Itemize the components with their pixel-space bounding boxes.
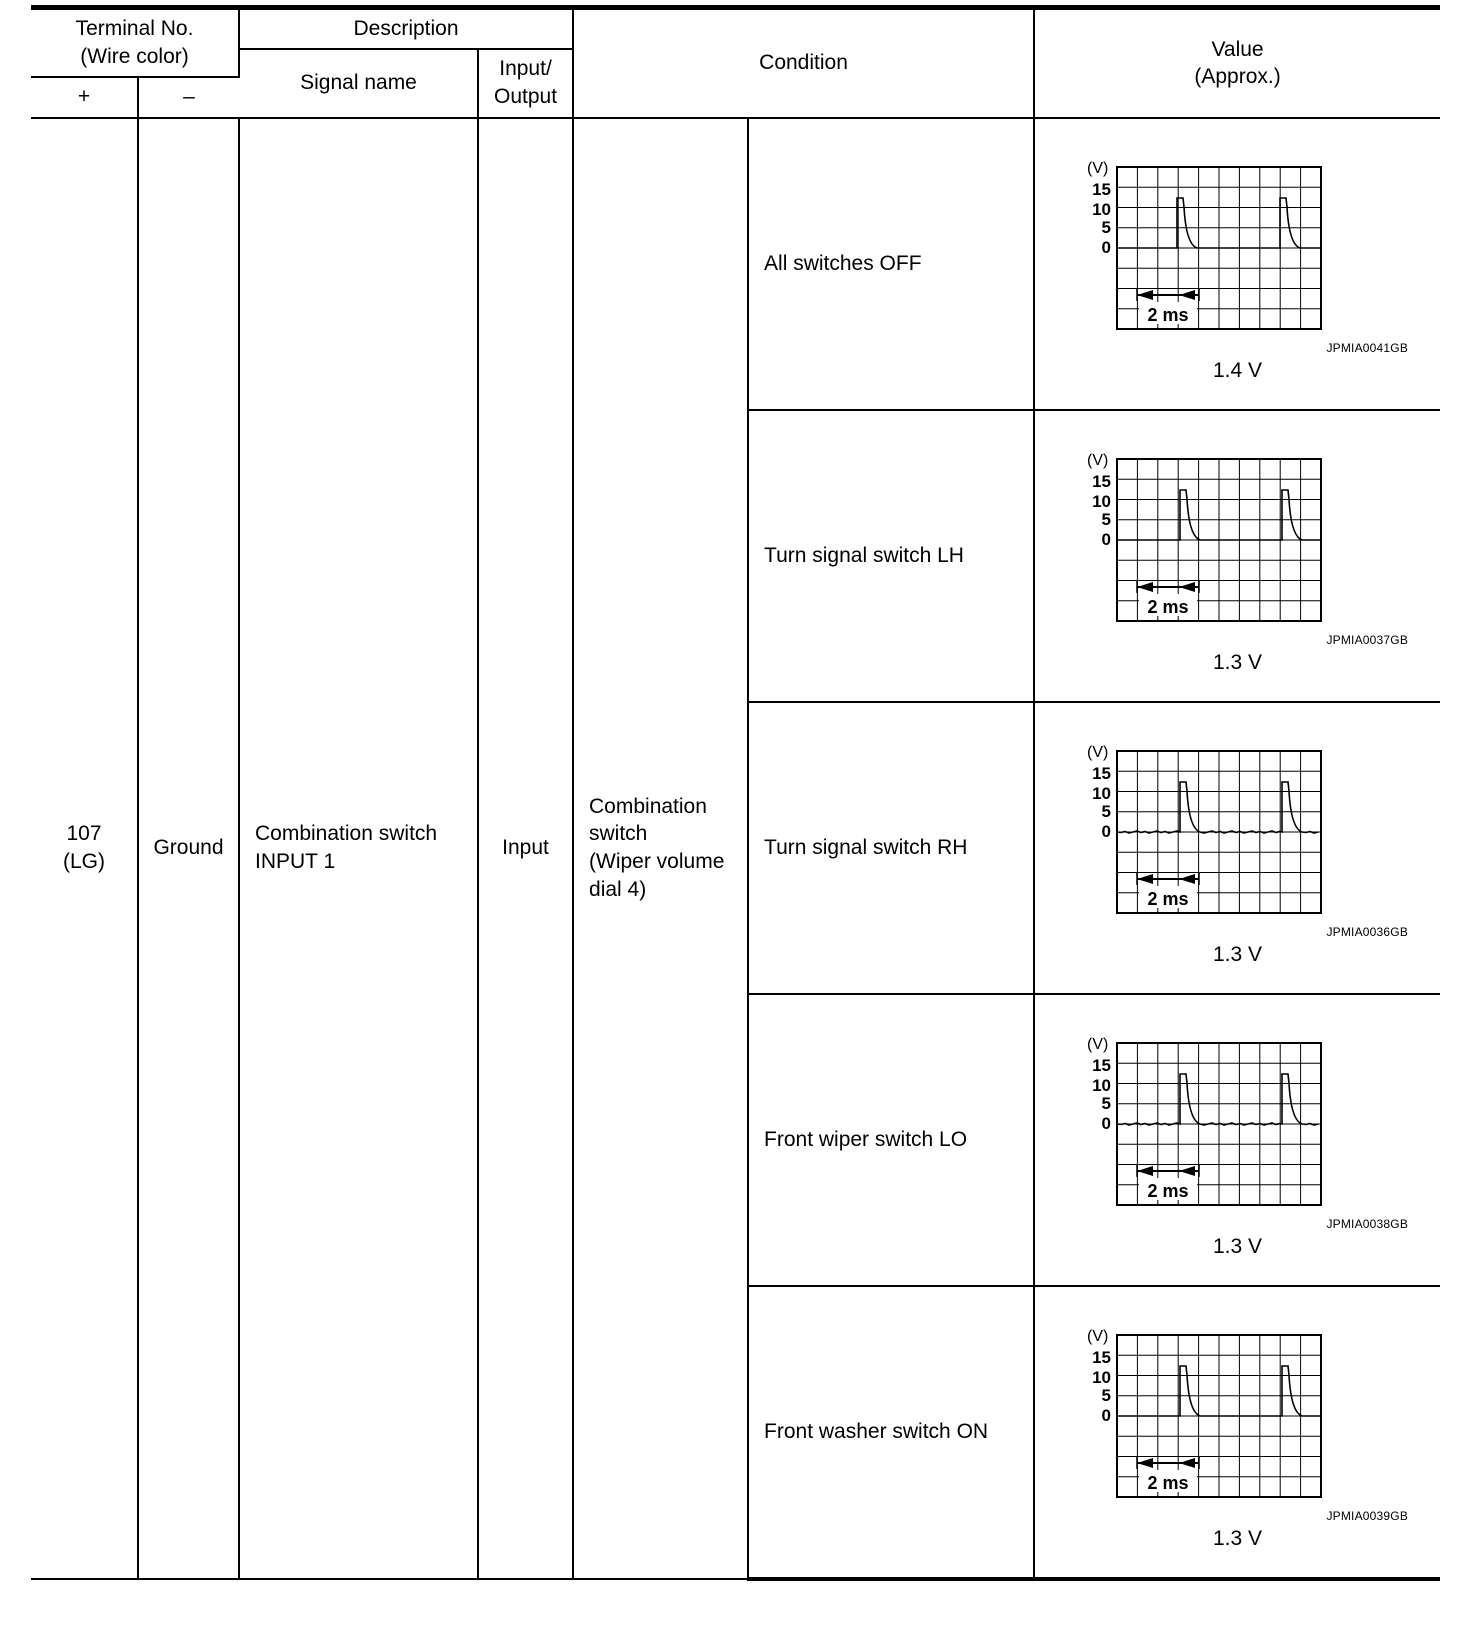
axis-tick-label: 0	[1101, 529, 1112, 549]
signal-name-cell: Combination switch INPUT 1	[239, 118, 478, 1579]
axis-tick-label: 10	[1092, 1367, 1112, 1387]
time-scale-label: 2 ms	[1147, 596, 1189, 617]
value-header: Value (Approx.)	[1034, 8, 1440, 118]
input-output-cell: Input	[478, 118, 573, 1579]
waveform-graph	[1076, 1034, 1326, 1214]
figure-id: JPMIA0039GB	[1326, 1508, 1409, 1523]
value-text: 1.3 V	[1213, 1234, 1263, 1258]
value-text: 1.4 V	[1213, 358, 1263, 382]
time-scale-marker	[1137, 1457, 1199, 1493]
time-scale-label: 2 ms	[1147, 304, 1189, 325]
axis-tick-label: 10	[1092, 491, 1112, 511]
time-scale-marker	[1137, 873, 1199, 909]
terminal-no-header: Terminal No. (Wire color)	[31, 8, 239, 77]
time-scale-label: 2 ms	[1147, 1180, 1189, 1201]
value-cell	[1034, 410, 1440, 702]
axis-tick-label: 10	[1092, 199, 1112, 219]
value-cell	[1034, 118, 1440, 410]
condition-label: Front washer switch ON	[748, 1286, 1034, 1579]
condition-header: Condition	[573, 8, 1034, 118]
axis-tick-label: 15	[1092, 179, 1112, 199]
axis-unit: (V)	[1087, 1035, 1109, 1053]
axis-tick-label: 15	[1092, 1347, 1112, 1367]
axis-unit: (V)	[1087, 159, 1109, 177]
axis-tick-label: 15	[1092, 471, 1112, 491]
value-text: 1.3 V	[1213, 1526, 1263, 1550]
condition-label: Turn signal switch RH	[748, 702, 1034, 994]
axis-tick-label: 15	[1092, 1055, 1112, 1075]
condition-label: Turn signal switch LH	[748, 410, 1034, 702]
axis-tick-label: 5	[1101, 801, 1112, 821]
figure-id: JPMIA0036GB	[1326, 924, 1409, 939]
axis-tick-label: 0	[1101, 821, 1112, 841]
condition-label: All switches OFF	[748, 118, 1034, 410]
value-cell	[1034, 994, 1440, 1286]
axis-tick-label: 5	[1101, 1385, 1112, 1405]
axis-tick-label: 15	[1092, 763, 1112, 783]
value-text: 1.3 V	[1213, 942, 1263, 966]
description-header: Description	[239, 8, 573, 49]
condition-group-cell: Combination switch (Wiper volume dial 4)	[573, 118, 748, 1579]
condition-row	[31, 118, 1440, 410]
time-scale-label: 2 ms	[1147, 1472, 1189, 1493]
figure-id: JPMIA0041GB	[1326, 340, 1409, 355]
signal-trace	[1117, 1074, 1318, 1125]
terminal-spec-table	[31, 5, 1440, 1581]
axis-unit: (V)	[1087, 743, 1109, 761]
axis-tick-label: 0	[1101, 1113, 1112, 1133]
axis-tick-label: 5	[1101, 217, 1112, 237]
time-scale-marker	[1137, 1165, 1199, 1201]
signal-name-header: Signal name	[239, 49, 478, 118]
axis-unit: (V)	[1087, 451, 1109, 469]
axis-tick-label: 5	[1101, 1093, 1112, 1113]
waveform-graph	[1076, 450, 1326, 630]
minus-header: –	[138, 77, 239, 118]
axis-tick-label: 10	[1092, 783, 1112, 803]
condition-label: Front wiper switch LO	[748, 994, 1034, 1286]
input-output-header: Input/ Output	[478, 49, 573, 118]
axis-tick-label: 0	[1101, 237, 1112, 257]
value-cell	[1034, 702, 1440, 994]
waveform-graph	[1076, 158, 1326, 338]
figure-id: JPMIA0037GB	[1326, 632, 1409, 647]
time-scale-marker	[1137, 581, 1199, 617]
ground-cell: Ground	[138, 118, 239, 1579]
waveform-graph	[1076, 742, 1326, 922]
figure-id: JPMIA0038GB	[1326, 1216, 1409, 1231]
axis-tick-label: 0	[1101, 1405, 1112, 1425]
value-text: 1.3 V	[1213, 650, 1263, 674]
axis-tick-label: 10	[1092, 1075, 1112, 1095]
plus-header: +	[31, 77, 138, 118]
signal-trace	[1117, 782, 1318, 833]
time-scale-marker	[1137, 289, 1199, 325]
waveform-graph	[1076, 1326, 1326, 1506]
value-cell	[1034, 1286, 1440, 1579]
axis-unit: (V)	[1087, 1327, 1109, 1345]
axis-tick-label: 5	[1101, 509, 1112, 529]
terminal-cell: 107 (LG)	[31, 118, 138, 1579]
time-scale-label: 2 ms	[1147, 888, 1189, 909]
